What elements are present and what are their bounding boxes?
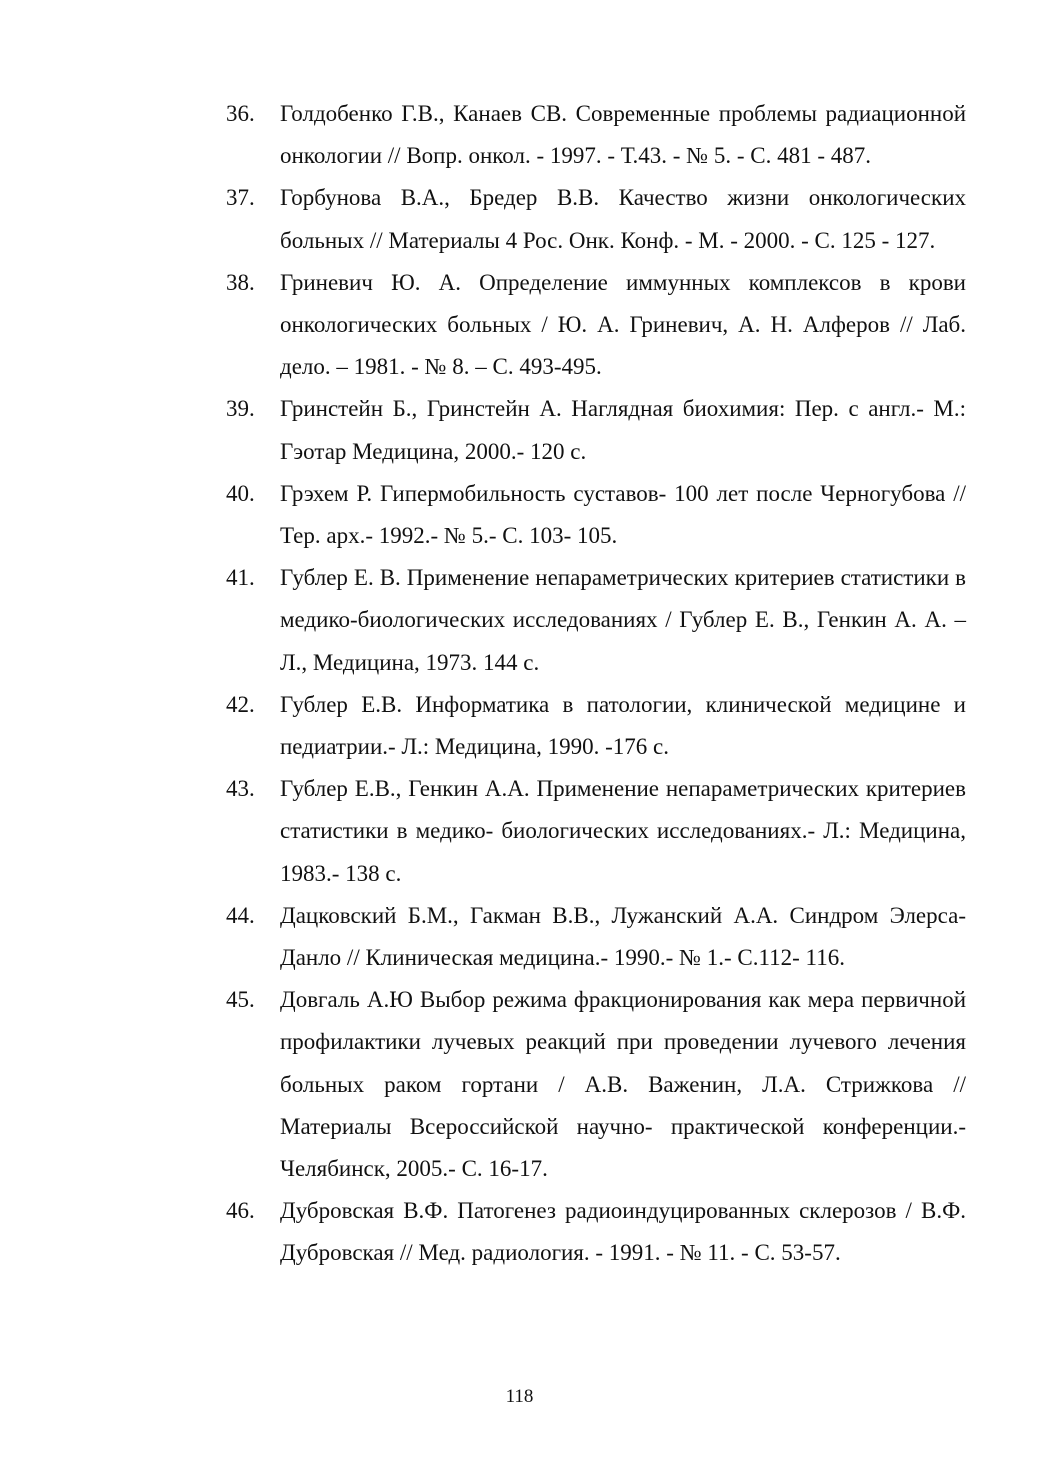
reference-number: 38. bbox=[226, 269, 255, 295]
reference-text: Гублер Е.В., Генкин А.А. Применение непараметрических критериев статистики в медико- биологических исследованиях.- Л.: Медицина, 1983.- 138 с. bbox=[280, 776, 966, 886]
reference-text: Гринстейн Б., Гринстейн А. Наглядная биохимия: Пер. с англ.- М.: Гэотар Медицина, 2000.- 120 с. bbox=[280, 396, 966, 464]
reference-item bbox=[226, 388, 966, 472]
reference-item bbox=[226, 979, 966, 1190]
reference-number: 46. bbox=[226, 1198, 255, 1224]
reference-list bbox=[226, 93, 966, 1275]
reference-item bbox=[226, 557, 966, 684]
reference-number: 42. bbox=[226, 691, 255, 717]
reference-number: 37. bbox=[226, 185, 255, 211]
reference-number: 43. bbox=[226, 776, 255, 802]
reference-item bbox=[226, 177, 966, 261]
page-number: 118 bbox=[505, 1386, 534, 1407]
reference-number: 39. bbox=[226, 396, 255, 422]
reference-text: Грэхем Р. Гипермобильность суставов- 100 лет после Черногубова // Тер. арх.- 1992.- № 5.- С. 103- 105. bbox=[280, 480, 966, 549]
reference-item bbox=[226, 1190, 966, 1274]
reference-item bbox=[226, 768, 966, 895]
reference-text: Дубровская В.Ф. Патогенез радиоиндуцированных склерозов / В.Ф. Дубровская // Мед. радиология. - 1991. - № 11. - С. 53-57. bbox=[280, 1198, 966, 1266]
reference-text: Довгаль А.Ю Выбор режима фракционирования как мера первичной профилактики лучевых реакций при проведении лучевого лечения больных раком гортани / А.В. Важенин, Л.А. Стрижкова // Материалы Всероссийской научно- практической конференции.- Челябинск, 2005.- С. 16-17. bbox=[280, 987, 966, 1182]
reference-text: Гублер Е.В. Информатика в патологии, клинической медицине и педиатрии.- Л.: Медицина, 1990. -176 с. bbox=[280, 691, 966, 760]
reference-text: Горбунова В.А., Бредер В.В. Качество жизни онкологических больных // Материалы 4 Рос. Онк. Конф. - М. - 2000. - С. 125 - 127. bbox=[280, 185, 966, 253]
reference-number: 36. bbox=[226, 101, 255, 126]
reference-item bbox=[226, 684, 966, 768]
reference-number: 45. bbox=[226, 987, 255, 1013]
reference-item bbox=[226, 895, 966, 979]
reference-item bbox=[226, 93, 966, 177]
reference-text: Голдобенко Г.В., Канаев СВ. Современные проблемы радиационной онкологии // Вопр. онкол. - 1997. - Т.43. - № 5. - С. 481 - 487. bbox=[280, 101, 966, 169]
reference-number: 40. bbox=[226, 480, 255, 506]
reference-number: 44. bbox=[226, 902, 255, 928]
reference-text: Дацковский Б.М., Гакман В.В., Лужанский А.А. Синдром Элерса-Данло // Клиническая медицина.- 1990.- № 1.- С.112- 116. bbox=[280, 902, 966, 971]
reference-text: Гублер Е. В. Применение непараметрических критериев статистики в медико-биологических исследованиях / Гублер Е. В., Генкин А. А. – Л., Медицина, 1973. 144 с. bbox=[280, 565, 966, 675]
reference-item bbox=[226, 262, 966, 389]
reference-text: Гриневич Ю. А. Определение иммунных комплексов в крови онкологических больных / Ю. А. Гриневич, А. Н. Алферов // Лаб. дело. – 1981. - № 8. – С. 493-495. bbox=[280, 269, 966, 380]
reference-item bbox=[226, 473, 966, 557]
reference-number: 41. bbox=[226, 565, 255, 591]
